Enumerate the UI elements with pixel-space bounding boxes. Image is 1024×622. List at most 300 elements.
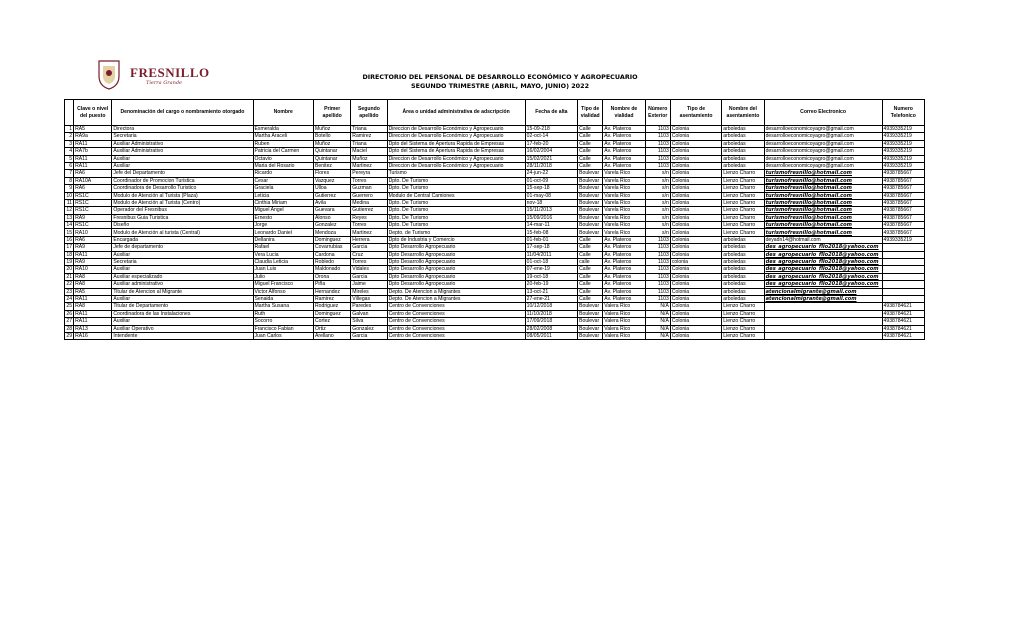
cell-cargo: Intendente bbox=[112, 332, 253, 339]
table-row bbox=[65, 266, 925, 273]
cell-nombre: Juan Carlos bbox=[253, 332, 313, 339]
cell-fecha-alta: 27-ene-21 bbox=[525, 295, 577, 302]
table-row bbox=[65, 133, 925, 140]
cell-primer-apellido: Gutierrez bbox=[313, 192, 350, 199]
cell-numero-exterior: 1103 bbox=[645, 126, 670, 133]
cell-tipo-vialidad: Boulevar bbox=[578, 177, 603, 184]
cell-correo[interactable]: turismofresnillo@hotmail.com bbox=[764, 170, 882, 177]
cell-fecha-alta: 28/02/2008 bbox=[525, 325, 577, 332]
cell-primer-apellido: Guevara bbox=[313, 207, 350, 214]
table-row bbox=[65, 199, 925, 206]
cell-clave: RA11 bbox=[74, 155, 112, 162]
cell-numero-exterior: 1103 bbox=[645, 162, 670, 169]
cell-correo[interactable]: des_agropecuario_fllo2018@yahoo.com bbox=[764, 273, 882, 280]
cell-primer-apellido: Orona bbox=[313, 273, 350, 280]
cell-tipo-vialidad: Calle bbox=[578, 155, 603, 162]
cell-clave: RA11 bbox=[74, 310, 112, 317]
cell-segundo-apellido: Medina bbox=[351, 199, 387, 206]
cell-nombre-asentamiento: Lienzo Charro bbox=[722, 229, 764, 236]
table-row bbox=[65, 222, 925, 229]
cell-cargo: Modulo de Atención al Turista (Centro) bbox=[112, 199, 253, 206]
cell-tipo-asentamiento: Colonia bbox=[670, 177, 721, 184]
column-header-row-index bbox=[65, 100, 74, 126]
cell-area: Depto. De Atencion a Migrantes bbox=[387, 295, 525, 302]
cell-numero-exterior: 1103 bbox=[645, 259, 670, 266]
cell-tipo-vialidad: Boulevar bbox=[578, 229, 603, 236]
cell-tipo-asentamiento: Colonia bbox=[670, 222, 721, 229]
column-header-fecha-alta: Fecha de alta bbox=[525, 100, 577, 126]
cell-telefono: 4938785667 bbox=[882, 170, 924, 177]
cell-fecha-alta: 19-oct-18 bbox=[525, 273, 577, 280]
cell-nombre-vialidad: Varela Rico bbox=[603, 192, 645, 199]
cell-nombre-vialidad: Varela Rico bbox=[603, 185, 645, 192]
cell-telefono: 4938785667 bbox=[882, 185, 924, 192]
cell-segundo-apellido: Paredes bbox=[351, 303, 387, 310]
cell-area: Centro de Convenciones bbox=[387, 303, 525, 310]
column-header-correo: Correo Electronico bbox=[764, 100, 882, 126]
cell-primer-apellido: Covarrubias bbox=[313, 244, 350, 251]
cell-clave: RA11 bbox=[74, 140, 112, 147]
heading-title: DIRECTORIO DEL PERSONAL DE DESARROLLO ECONÓMICO Y AGROPECUARIO bbox=[362, 73, 638, 81]
cell-cargo: Auxiliar Operativo bbox=[112, 325, 253, 332]
cell-clave: RA10 bbox=[74, 266, 112, 273]
cell-nombre-vialidad: Varela Rico bbox=[603, 214, 645, 221]
cell-clave: RA11 bbox=[74, 251, 112, 258]
cell-primer-apellido: Dominguez bbox=[313, 236, 350, 243]
table-row bbox=[65, 162, 925, 169]
table-row bbox=[65, 251, 925, 258]
cell-tipo-vialidad: calle bbox=[578, 259, 603, 266]
cell-fecha-alta: 17/09/2018 bbox=[525, 318, 577, 325]
cell-nombre-asentamiento: Lienzo Charro bbox=[722, 332, 764, 339]
cell-tipo-asentamiento: Colonia bbox=[670, 281, 721, 288]
cell-fecha-alta: 11/10/2018 bbox=[525, 310, 577, 317]
cell-numero-exterior: s/n bbox=[645, 177, 670, 184]
cell-correo[interactable]: turismofresnillo@hotmail.com bbox=[764, 207, 882, 214]
cell-nombre-asentamiento: arboledas bbox=[722, 259, 764, 266]
cell-segundo-apellido: Pereyra bbox=[351, 170, 387, 177]
table-body bbox=[65, 126, 925, 340]
cell-nombre-vialidad: Varela Rico bbox=[603, 229, 645, 236]
cell-primer-apellido: Mendoza bbox=[313, 229, 350, 236]
cell-telefono bbox=[882, 251, 924, 258]
table-row bbox=[65, 332, 925, 339]
cell-area: Centro de Convenciones bbox=[387, 318, 525, 325]
cell-correo[interactable]: turismofresnillo@hotmail.com bbox=[764, 199, 882, 206]
cell-correo[interactable]: atencionalmigrante@gmail.com bbox=[764, 288, 882, 295]
cell-fecha-alta: nov-18 bbox=[525, 199, 577, 206]
cell-cargo: Coordinadora de las Instalaciones bbox=[112, 310, 253, 317]
column-header-nombre-vialidad: Nombre de vialidad bbox=[603, 100, 645, 126]
cell-tipo-vialidad: Boulevar bbox=[578, 332, 603, 339]
cell-telefono: 4938784621 bbox=[882, 332, 924, 339]
cell-nombre: Miguel Francisco bbox=[253, 281, 313, 288]
cell-numero-exterior: 1103 bbox=[645, 273, 670, 280]
cell-clave: RA10A bbox=[74, 177, 112, 184]
cell-fecha-alta: 14-mar-11 bbox=[525, 222, 577, 229]
cell-nombre-vialidad: Valera Rico bbox=[603, 332, 645, 339]
cell-row-index: 7 bbox=[65, 170, 74, 177]
cell-numero-exterior: 1103 bbox=[645, 133, 670, 140]
cell-primer-apellido: Vazquez bbox=[313, 177, 350, 184]
cell-segundo-apellido: Torres bbox=[351, 177, 387, 184]
cell-correo[interactable]: des_agropecuario_fllo2018@yahoo.com bbox=[764, 244, 882, 251]
cell-numero-exterior: s/n bbox=[645, 199, 670, 206]
cell-correo[interactable]: desarrolloeconomicoyagro@gmail.com bbox=[764, 133, 882, 140]
cell-area: Dpto Desarrollo Agropecuario bbox=[387, 251, 525, 258]
cell-numero-exterior: N/A bbox=[645, 310, 670, 317]
cell-fecha-alta: 20-feb-19 bbox=[525, 281, 577, 288]
cell-nombre: Ruth bbox=[253, 310, 313, 317]
cell-nombre-vialidad: Av. Plateros bbox=[603, 148, 645, 155]
cell-fecha-alta: 24-jun-22 bbox=[525, 170, 577, 177]
cell-correo[interactable]: des_agropecuario_fllo2018@yahoo.com bbox=[764, 259, 882, 266]
cell-nombre: Dellanira bbox=[253, 236, 313, 243]
cell-correo bbox=[764, 303, 882, 310]
cell-nombre: Ruben bbox=[253, 140, 313, 147]
cell-row-index: 3 bbox=[65, 140, 74, 147]
cell-clave: RA6 bbox=[74, 236, 112, 243]
cell-numero-exterior: 1103 bbox=[645, 281, 670, 288]
cell-tipo-vialidad: Calle bbox=[578, 266, 603, 273]
cell-nombre-vialidad: Av. Plateros bbox=[603, 295, 645, 302]
table-row bbox=[65, 192, 925, 199]
cell-tipo-asentamiento: Colonia bbox=[670, 303, 721, 310]
cell-tipo-vialidad: Calle bbox=[578, 288, 603, 295]
cell-telefono: 4939335219 bbox=[882, 140, 924, 147]
cell-tipo-asentamiento: Colonia bbox=[670, 318, 721, 325]
cell-fecha-alta: 15-feb-08 bbox=[525, 229, 577, 236]
cell-telefono: 4939335219 bbox=[882, 126, 924, 133]
table-row bbox=[65, 281, 925, 288]
cell-correo[interactable]: turismofresnillo@hotmail.com bbox=[764, 214, 882, 221]
cell-segundo-apellido: Garcia bbox=[351, 332, 387, 339]
cell-row-index: 9 bbox=[65, 185, 74, 192]
cell-nombre-asentamiento: Lienzo Charro bbox=[722, 207, 764, 214]
cell-nombre-asentamiento: arboledas bbox=[722, 244, 764, 251]
cell-tipo-asentamiento: Colonia bbox=[670, 295, 721, 302]
cell-clave: RA8 bbox=[74, 273, 112, 280]
column-header-clave: Clave o nivel del puesto bbox=[74, 100, 112, 126]
cell-correo bbox=[764, 310, 882, 317]
cell-fecha-alta: 08/05/2011 bbox=[525, 332, 577, 339]
cell-correo bbox=[764, 325, 882, 332]
cell-tipo-asentamiento: Colonia bbox=[670, 229, 721, 236]
brand-name: FRESNILLO bbox=[130, 65, 210, 80]
cell-telefono: 4938784621 bbox=[882, 303, 924, 310]
cell-row-index: 5 bbox=[65, 155, 74, 162]
cell-nombre-vialidad: Av. Plateros bbox=[603, 251, 645, 258]
cell-telefono: 4939335219 bbox=[882, 162, 924, 169]
cell-tipo-asentamiento: Colonia bbox=[670, 310, 721, 317]
cell-nombre: Esmeralda bbox=[253, 126, 313, 133]
cell-telefono bbox=[882, 244, 924, 251]
cell-area: Centro de Convenciones bbox=[387, 325, 525, 332]
cell-telefono bbox=[882, 259, 924, 266]
cell-row-index: 17 bbox=[66, 244, 73, 251]
cell-tipo-vialidad: Calle bbox=[578, 162, 603, 169]
cell-correo[interactable]: desarrolloeconomicoyagro@gmail.com bbox=[764, 148, 882, 155]
cell-cargo: Auxiliar bbox=[112, 251, 253, 258]
heading-subtitle: SEGUNDO TRIMESTRE (ABRIL, MAYO, JUNIO) 2022 bbox=[410, 82, 590, 90]
cell-numero-exterior: s/n bbox=[645, 222, 670, 229]
table-row bbox=[65, 236, 925, 243]
cell-nombre: Juan Luis bbox=[253, 266, 313, 273]
cell-row-index: 18 bbox=[66, 251, 73, 258]
column-header-numero-exterior: Número Exterior bbox=[645, 100, 670, 126]
cell-clave: RS1C bbox=[74, 192, 112, 199]
column-header-cargo: Denominación del cargo o nombramiento otorgado bbox=[112, 100, 253, 126]
cell-telefono: 4938785667 bbox=[882, 192, 924, 199]
cell-telefono: 4939335219 bbox=[882, 133, 924, 140]
cell-numero-exterior: 1103 bbox=[645, 236, 670, 243]
cell-telefono: 4938784621 bbox=[882, 310, 924, 317]
cell-row-index: 11 bbox=[65, 199, 74, 206]
cell-nombre-asentamiento: Lienzo Charro bbox=[722, 170, 764, 177]
cell-nombre-vialidad: Av. Plateros bbox=[603, 244, 645, 251]
cell-clave: RA7b bbox=[74, 148, 112, 155]
cell-primer-apellido: Arellano bbox=[313, 332, 350, 339]
cell-area: Direccion de Desarrollo Económico y Agropecuario bbox=[387, 126, 525, 133]
cell-cargo: Fresnibus Guia Turistica bbox=[112, 214, 253, 221]
cell-correo[interactable]: desarrolloeconomicoyagro@gmail.com bbox=[764, 155, 882, 162]
cell-row-index: 10 bbox=[66, 192, 73, 199]
cell-correo[interactable]: deyadn14@hotmail.com bbox=[764, 236, 882, 243]
table-row bbox=[65, 325, 925, 332]
cell-tipo-asentamiento: Colonia bbox=[670, 266, 721, 273]
cell-segundo-apellido: Reyes bbox=[351, 214, 387, 221]
cell-primer-apellido: Cortez bbox=[313, 318, 350, 325]
cell-fecha-alta: 13-oct-21 bbox=[525, 288, 577, 295]
cell-row-index: 12 bbox=[66, 207, 73, 214]
cell-segundo-apellido: Torres bbox=[351, 259, 387, 266]
cell-nombre: Graciela bbox=[253, 185, 313, 192]
cell-nombre: Rafael bbox=[253, 244, 313, 251]
cell-correo[interactable]: desarrolloeconomicoyagro@gmail.com bbox=[764, 126, 882, 133]
cell-nombre-vialidad: Varela Rico bbox=[603, 177, 645, 184]
cell-nombre: Julio bbox=[253, 273, 313, 280]
cell-nombre-vialidad: Valera Rico bbox=[603, 310, 645, 317]
cell-telefono bbox=[882, 273, 924, 280]
cell-nombre: Ernesto bbox=[253, 214, 313, 221]
cell-correo[interactable]: des_agropecuario_fllo2018@yahoo.com bbox=[764, 266, 882, 273]
cell-numero-exterior: 1103 bbox=[645, 295, 670, 302]
cell-nombre-vialidad: Av. Plateros bbox=[603, 155, 645, 162]
cell-cargo: Auxiliar bbox=[112, 295, 253, 302]
cell-tipo-vialidad: Calle bbox=[578, 273, 603, 280]
cell-area: Dpto. De Turismo bbox=[387, 207, 525, 214]
cell-numero-exterior: N/A bbox=[645, 318, 670, 325]
cell-primer-apellido: Quintanar bbox=[313, 148, 350, 155]
cell-area: Dpto Desarrollo Agropecuario bbox=[387, 273, 525, 280]
cell-nombre: Vera Lucia bbox=[253, 251, 313, 258]
cell-segundo-apellido: Ramirez bbox=[351, 133, 387, 140]
cell-correo[interactable]: turismofresnillo@hotmail.com bbox=[764, 192, 882, 199]
cell-row-index: 25 bbox=[66, 303, 73, 310]
cell-tipo-vialidad: Boulevar bbox=[578, 325, 603, 332]
cell-area: Dpto. De Turismo bbox=[387, 199, 525, 206]
cell-cargo: Directora bbox=[112, 126, 253, 133]
cell-telefono bbox=[882, 281, 924, 288]
cell-nombre-asentamiento: Lienzo Charro bbox=[722, 192, 764, 199]
cell-row-index: 22 bbox=[66, 281, 73, 288]
cell-nombre-asentamiento: arboledas bbox=[722, 281, 764, 288]
cell-nombre-asentamiento: Lienzo Charro bbox=[722, 222, 764, 229]
cell-row-index: 26 bbox=[66, 310, 73, 317]
cell-tipo-vialidad: Calle bbox=[578, 140, 603, 147]
cell-nombre: Claudia Leticia bbox=[253, 259, 313, 266]
cell-row-index: 4 bbox=[65, 148, 74, 155]
cell-correo[interactable]: des_agropecuario_fllo2018@yahoo.com bbox=[764, 251, 882, 258]
cell-row-index: 8 bbox=[65, 177, 74, 184]
table-row bbox=[65, 310, 925, 317]
cell-segundo-apellido: Villegas bbox=[351, 295, 387, 302]
cell-cargo: Secretaria bbox=[112, 133, 253, 140]
cell-telefono: 4938785667 bbox=[882, 177, 924, 184]
cell-tipo-vialidad: Calle bbox=[578, 236, 603, 243]
cell-nombre-vialidad: Varela Rico bbox=[603, 222, 645, 229]
cell-area: Centro de Convenciones bbox=[387, 310, 525, 317]
cell-row-index: 19 bbox=[66, 259, 73, 266]
cell-correo[interactable]: desarrolloeconomicoyagro@gmail.com bbox=[764, 162, 882, 169]
table-row bbox=[65, 259, 925, 266]
cell-tipo-asentamiento: Colonia bbox=[670, 273, 721, 280]
cell-segundo-apellido: Triana bbox=[351, 140, 387, 147]
cell-nombre-asentamiento: Lienzo Charro bbox=[722, 318, 764, 325]
cell-primer-apellido: Hernandez bbox=[313, 288, 350, 295]
cell-tipo-vialidad: Calle bbox=[578, 126, 603, 133]
cell-primer-apellido: Ramirez bbox=[313, 295, 350, 302]
cell-cargo: Titular de Atencion al Migrante bbox=[112, 288, 253, 295]
cell-area: Dpto Desarrollo Agropecuario bbox=[387, 281, 525, 288]
cell-nombre-asentamiento: arboledas bbox=[722, 162, 764, 169]
cell-segundo-apellido: Gonzalez bbox=[351, 325, 387, 332]
brand-tagline: Tierra Grande bbox=[146, 80, 182, 86]
table-row bbox=[65, 177, 925, 184]
municipal-seal-icon bbox=[94, 58, 124, 90]
cell-area: Dpto de Industria y Comercio bbox=[387, 236, 525, 243]
cell-tipo-vialidad: Boulevar bbox=[578, 207, 603, 214]
cell-tipo-vialidad: Calle bbox=[578, 251, 603, 258]
cell-clave: RA10 bbox=[74, 229, 112, 236]
cell-segundo-apellido: Garcia bbox=[351, 244, 387, 251]
cell-clave: RS1C bbox=[74, 207, 112, 214]
cell-correo[interactable]: des_agropecuario_fllo2018@yahoo.com bbox=[764, 281, 882, 288]
cell-numero-exterior: 1103 bbox=[645, 266, 670, 273]
cell-nombre-asentamiento: arboledas bbox=[722, 295, 764, 302]
cell-numero-exterior: N/A bbox=[645, 325, 670, 332]
cell-clave: RA11 bbox=[74, 318, 112, 325]
cell-segundo-apellido: Martinez bbox=[351, 162, 387, 169]
cell-clave: RA5 bbox=[74, 288, 112, 295]
cell-tipo-asentamiento: Colonia bbox=[670, 244, 721, 251]
cell-cargo: Auxiliar Administrativo bbox=[112, 148, 253, 155]
cell-tipo-asentamiento: Colonia bbox=[670, 199, 721, 206]
cell-correo[interactable]: atencionalmigrante@gmail.com bbox=[764, 295, 882, 302]
cell-nombre-vialidad: Varela Rico bbox=[603, 207, 645, 214]
cell-tipo-asentamiento: Colonia bbox=[670, 155, 721, 162]
cell-nombre-asentamiento: arboledas bbox=[722, 266, 764, 273]
cell-fecha-alta: 15-09-218 bbox=[525, 126, 577, 133]
cell-cargo: Auxiliar bbox=[112, 155, 253, 162]
cell-fecha-alta: 01-may-08 bbox=[525, 192, 577, 199]
cell-nombre: Martha Susana bbox=[253, 303, 313, 310]
cell-nombre-vialidad: Valera Rico bbox=[603, 325, 645, 332]
cell-tipo-vialidad: Boulevar bbox=[578, 170, 603, 177]
cell-nombre-asentamiento: Lienzo Charro bbox=[722, 303, 764, 310]
cell-primer-apellido: Ortiz bbox=[313, 325, 350, 332]
cell-nombre-vialidad: Av. Plateros bbox=[603, 236, 645, 243]
cell-cargo: Operador del Fresnibus bbox=[112, 207, 253, 214]
table-row bbox=[65, 318, 925, 325]
cell-correo[interactable]: desarrolloeconomicoyagro@gmail.com bbox=[764, 140, 882, 147]
cell-clave: RS1C bbox=[74, 222, 112, 229]
cell-nombre-vialidad: Av. Plateros bbox=[603, 266, 645, 273]
cell-cargo: Auxiliar Administrativo bbox=[112, 140, 253, 147]
cell-clave: RA11 bbox=[74, 162, 112, 169]
cell-segundo-apellido: Guzman bbox=[351, 185, 387, 192]
cell-tipo-asentamiento: Colonia bbox=[670, 288, 721, 295]
cell-clave: RS1C bbox=[74, 199, 112, 206]
cell-primer-apellido: Muñoz bbox=[313, 140, 350, 147]
cell-primer-apellido: Maldonado bbox=[313, 266, 350, 273]
cell-clave: RA9 bbox=[74, 244, 112, 251]
column-header-segundo-apellido: Segundo apellido bbox=[351, 100, 387, 126]
cell-fecha-alta: 15/11/2013 bbox=[525, 207, 577, 214]
cell-cargo: Auxiliar especializado bbox=[112, 273, 253, 280]
cell-numero-exterior: 1103 bbox=[645, 244, 670, 251]
cell-tipo-asentamiento: Colonia bbox=[670, 214, 721, 221]
cell-nombre: Leonardo Daniel bbox=[253, 229, 313, 236]
column-header-telefono: Numero Telefonico bbox=[882, 100, 924, 126]
cell-segundo-apellido: Gutierrez bbox=[351, 207, 387, 214]
cell-segundo-apellido: Maciel bbox=[351, 148, 387, 155]
cell-tipo-asentamiento: Colonia bbox=[670, 251, 721, 258]
cell-primer-apellido: Cardona bbox=[313, 251, 350, 258]
cell-nombre-vialidad: Av. Plateros bbox=[603, 126, 645, 133]
cell-correo bbox=[764, 332, 882, 339]
cell-correo[interactable]: turismofresnillo@hotmail.com bbox=[764, 222, 882, 229]
table-row bbox=[65, 303, 925, 310]
cell-tipo-vialidad: Calle bbox=[578, 133, 603, 140]
cell-primer-apellido: Dominguez bbox=[313, 310, 350, 317]
cell-tipo-asentamiento: Colonia bbox=[670, 162, 721, 169]
cell-nombre: Socorro bbox=[253, 318, 313, 325]
cell-fecha-alta: 10/12/2018 bbox=[525, 303, 577, 310]
cell-numero-exterior: N/A bbox=[645, 303, 670, 310]
cell-correo[interactable]: turismofresnillo@hotmail.com bbox=[764, 177, 882, 184]
cell-clave: RA9 bbox=[74, 214, 112, 221]
cell-tipo-asentamiento: Colonia bbox=[670, 332, 721, 339]
cell-clave: RA6 bbox=[74, 170, 112, 177]
cell-row-index: 21 bbox=[66, 273, 73, 280]
table-row bbox=[65, 126, 925, 133]
cell-correo[interactable]: turismofresnillo@hotmail.com bbox=[764, 229, 882, 236]
cell-area: Dpto Desarrollo Agropecuario bbox=[387, 259, 525, 266]
cell-cargo: Auxiliar bbox=[112, 318, 253, 325]
cell-nombre-vialidad: Av. Plateros bbox=[603, 162, 645, 169]
cell-nombre: Francisco Fabian bbox=[253, 325, 313, 332]
table-row bbox=[65, 288, 925, 295]
cell-segundo-apellido: Cruz bbox=[351, 251, 387, 258]
cell-nombre-vialidad: Valera Rico bbox=[603, 318, 645, 325]
cell-clave: RA9 bbox=[74, 259, 112, 266]
cell-telefono: 4938785667 bbox=[882, 229, 924, 236]
cell-correo[interactable]: turismofresnillo@hotmail.com bbox=[764, 185, 882, 192]
cell-nombre-vialidad: Av. Plateros bbox=[603, 133, 645, 140]
cell-segundo-apellido: Jaime bbox=[351, 281, 387, 288]
cell-tipo-vialidad: Calle bbox=[578, 281, 603, 288]
